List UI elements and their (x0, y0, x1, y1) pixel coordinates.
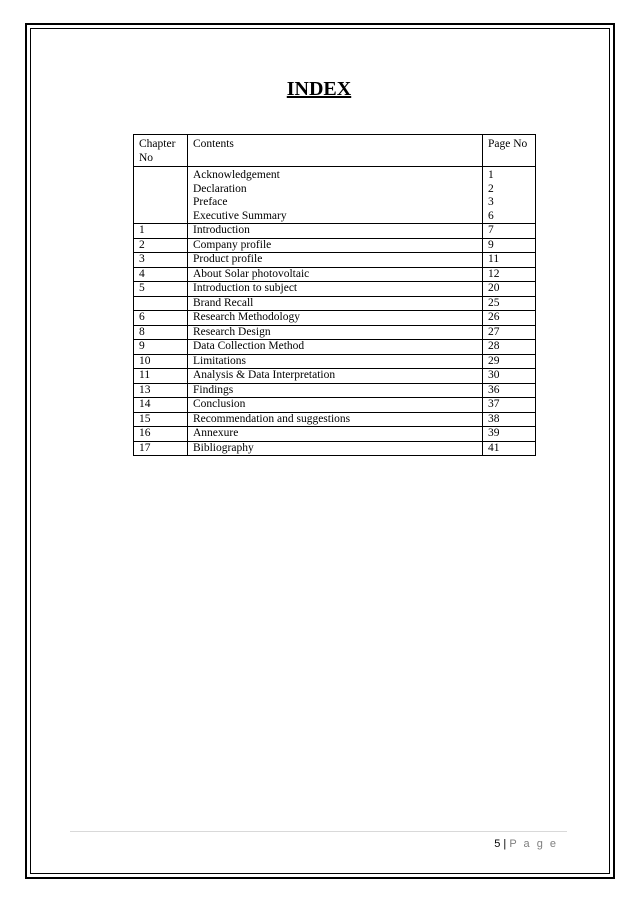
contents-cell: Bibliography (188, 441, 483, 456)
front-matter-page: 2 (488, 182, 494, 195)
chapter-cell: 2 (134, 238, 188, 253)
chapter-cell: 15 (134, 412, 188, 427)
page-cell: 41 (483, 441, 536, 456)
front-matter-row (134, 167, 536, 224)
chapter-cell: 4 (134, 267, 188, 282)
front-matter-item: Acknowledgement (193, 169, 280, 181)
table-row (134, 383, 536, 398)
chapter-cell: 17 (134, 441, 188, 456)
table-row (134, 412, 536, 427)
chapter-cell: 1 (134, 224, 188, 239)
table-row (134, 224, 536, 239)
page-cell: 12 (483, 267, 536, 282)
front-matter-page: 6 (488, 209, 494, 222)
page-cell: 30 (483, 369, 536, 384)
table-row (134, 441, 536, 456)
contents-cell: Company profile (188, 238, 483, 253)
table-row (134, 282, 536, 297)
chapter-cell: 9 (134, 340, 188, 355)
contents-cell: Research Design (188, 325, 483, 340)
chapter-cell: 11 (134, 369, 188, 384)
footer-page-number: 5 (494, 838, 501, 850)
chapter-cell: 6 (134, 311, 188, 326)
front-matter-chapter (134, 167, 188, 224)
table-row (134, 253, 536, 268)
footer-separator: | (503, 838, 507, 850)
contents-cell: Brand Recall (188, 296, 483, 311)
chapter-cell: 16 (134, 427, 188, 442)
page-cell: 38 (483, 412, 536, 427)
chapter-cell: 3 (134, 253, 188, 268)
table-row (134, 238, 536, 253)
page-cell: 7 (483, 224, 536, 239)
page-cell: 29 (483, 354, 536, 369)
contents-cell: Annexure (188, 427, 483, 442)
header-page: Page No (483, 135, 536, 167)
contents-cell: Findings (188, 383, 483, 398)
table-row (134, 354, 536, 369)
footer-page-word: P a g e (509, 838, 558, 850)
page-footer (494, 838, 558, 850)
footer-divider (70, 831, 567, 832)
front-matter-page: 3 (488, 196, 494, 208)
chapter-cell: 13 (134, 383, 188, 398)
page-cell: 37 (483, 398, 536, 413)
contents-cell: Recommendation and suggestions (188, 412, 483, 427)
front-matter-item: Preface (193, 196, 228, 208)
table-row (134, 369, 536, 384)
header-contents: Contents (188, 135, 483, 167)
page-cell: 26 (483, 311, 536, 326)
front-matter-contents (188, 167, 483, 224)
chapter-cell: 14 (134, 398, 188, 413)
chapter-cell (134, 296, 188, 311)
page-cell: 20 (483, 282, 536, 297)
contents-cell: Product profile (188, 253, 483, 268)
page-cell: 9 (483, 238, 536, 253)
contents-cell: Analysis & Data Interpretation (188, 369, 483, 384)
contents-cell: About Solar photovoltaic (188, 267, 483, 282)
table-row (134, 340, 536, 355)
contents-cell: Research Methodology (188, 311, 483, 326)
front-matter-item: Executive Summary (193, 209, 287, 222)
chapter-cell: 10 (134, 354, 188, 369)
page-cell: 27 (483, 325, 536, 340)
front-matter-item: Declaration (193, 182, 247, 195)
page-cell: 36 (483, 383, 536, 398)
index-table (133, 134, 536, 456)
table-row (134, 325, 536, 340)
front-matter-page: 1 (488, 169, 494, 181)
chapter-cell: 8 (134, 325, 188, 340)
table-header-row (134, 135, 536, 167)
page-cell: 25 (483, 296, 536, 311)
contents-cell: Introduction to subject (188, 282, 483, 297)
table-row (134, 398, 536, 413)
contents-cell: Introduction (188, 224, 483, 239)
contents-cell: Limitations (188, 354, 483, 369)
page-title: INDEX (286, 78, 352, 100)
table-row (134, 296, 536, 311)
chapter-cell: 5 (134, 282, 188, 297)
page-cell: 11 (483, 253, 536, 268)
contents-cell: Data Collection Method (188, 340, 483, 355)
front-matter-pages (483, 167, 536, 224)
table-row (134, 311, 536, 326)
table-row (134, 427, 536, 442)
table-row (134, 267, 536, 282)
header-chapter: Chapter No (134, 135, 188, 167)
contents-cell: Conclusion (188, 398, 483, 413)
page-cell: 39 (483, 427, 536, 442)
page-cell: 28 (483, 340, 536, 355)
